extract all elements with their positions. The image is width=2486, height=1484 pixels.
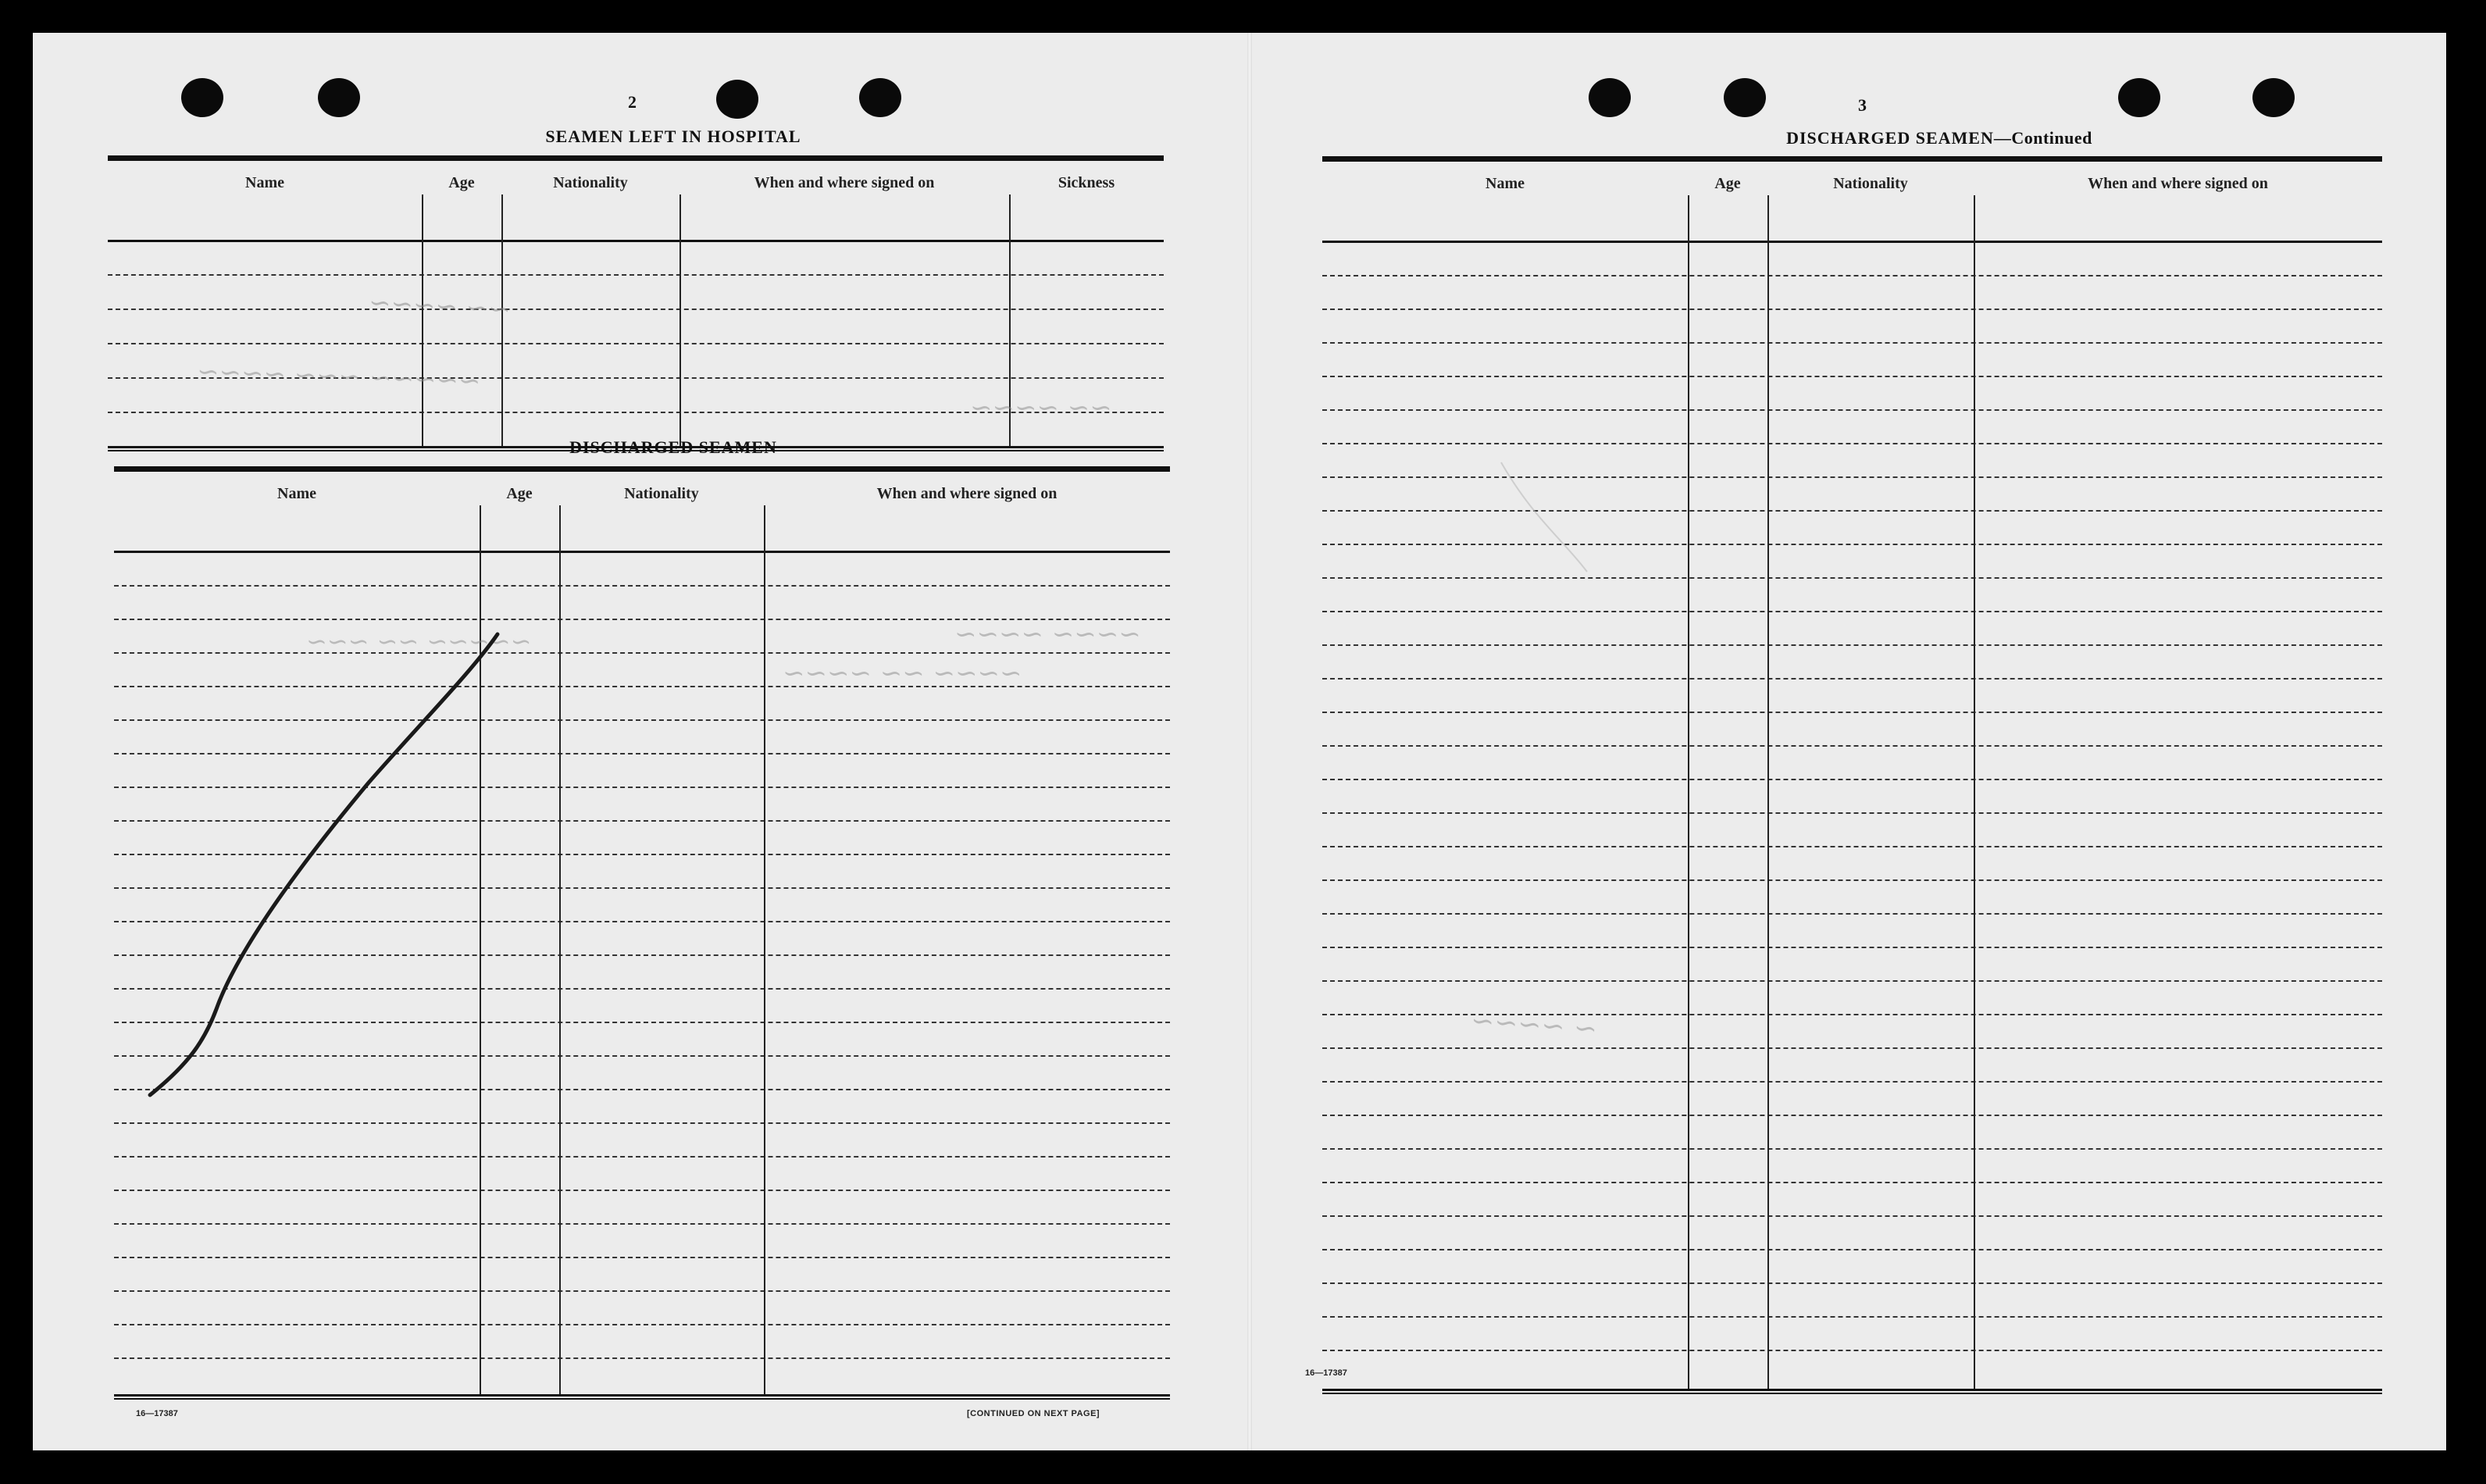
bleed-through-signature: ~ ~~~~ [1469, 1004, 1599, 1046]
diagonal-pen-stroke [33, 33, 2446, 1450]
column-header-nationality: Nationality [624, 485, 699, 502]
bleed-through-handwriting: ~~~~ ~~ ~~~~ [783, 658, 1022, 689]
column-header-name: Name [1486, 175, 1525, 192]
continued-note: [CONTINUED ON NEXT PAGE] [967, 1409, 1100, 1418]
form-number: 16—17387 [1305, 1368, 1347, 1378]
column-header-nationality: Nationality [1833, 175, 1908, 192]
column-header-signed-on: When and where signed on [876, 485, 1058, 502]
column-header-name: Name [245, 174, 284, 191]
column-header-name: Name [277, 485, 316, 502]
scanned-document [33, 33, 2446, 1450]
page-number: 3 [1858, 95, 1867, 115]
form-number: 16—17387 [136, 1409, 178, 1418]
hospital-table-title: SEAMEN LEFT IN HOSPITAL [545, 127, 801, 146]
pen-stroke [150, 634, 498, 1095]
page-number: 2 [628, 92, 637, 112]
faint-mark [1501, 462, 1587, 572]
column-header-sickness: Sickness [1058, 174, 1115, 191]
column-header-age: Age [448, 174, 475, 191]
bleed-through-handwriting: ~~~~~ ~~~ ~~~~ [196, 355, 482, 398]
column-header-nationality: Nationality [553, 174, 628, 191]
bleed-through-handwriting: ~~~~ ~~~~ [954, 619, 1141, 650]
column-header-age: Age [1714, 175, 1741, 192]
bleed-through-handwriting: ~~~~~ ~~ ~~~ [306, 626, 532, 656]
bleed-through-handwriting: ~~ ~~~~ [368, 287, 512, 326]
discharged-continued-title: DISCHARGED SEAMEN—Continued [1786, 128, 2092, 148]
bleed-through-handwriting: ~~ ~~~~ [970, 392, 1112, 423]
discharged-table-title: DISCHARGED SEAMEN [569, 437, 777, 457]
column-header-signed-on: When and where signed on [2088, 175, 2268, 192]
column-header-age: Age [506, 485, 533, 502]
column-header-signed-on: When and where signed on [754, 174, 935, 191]
